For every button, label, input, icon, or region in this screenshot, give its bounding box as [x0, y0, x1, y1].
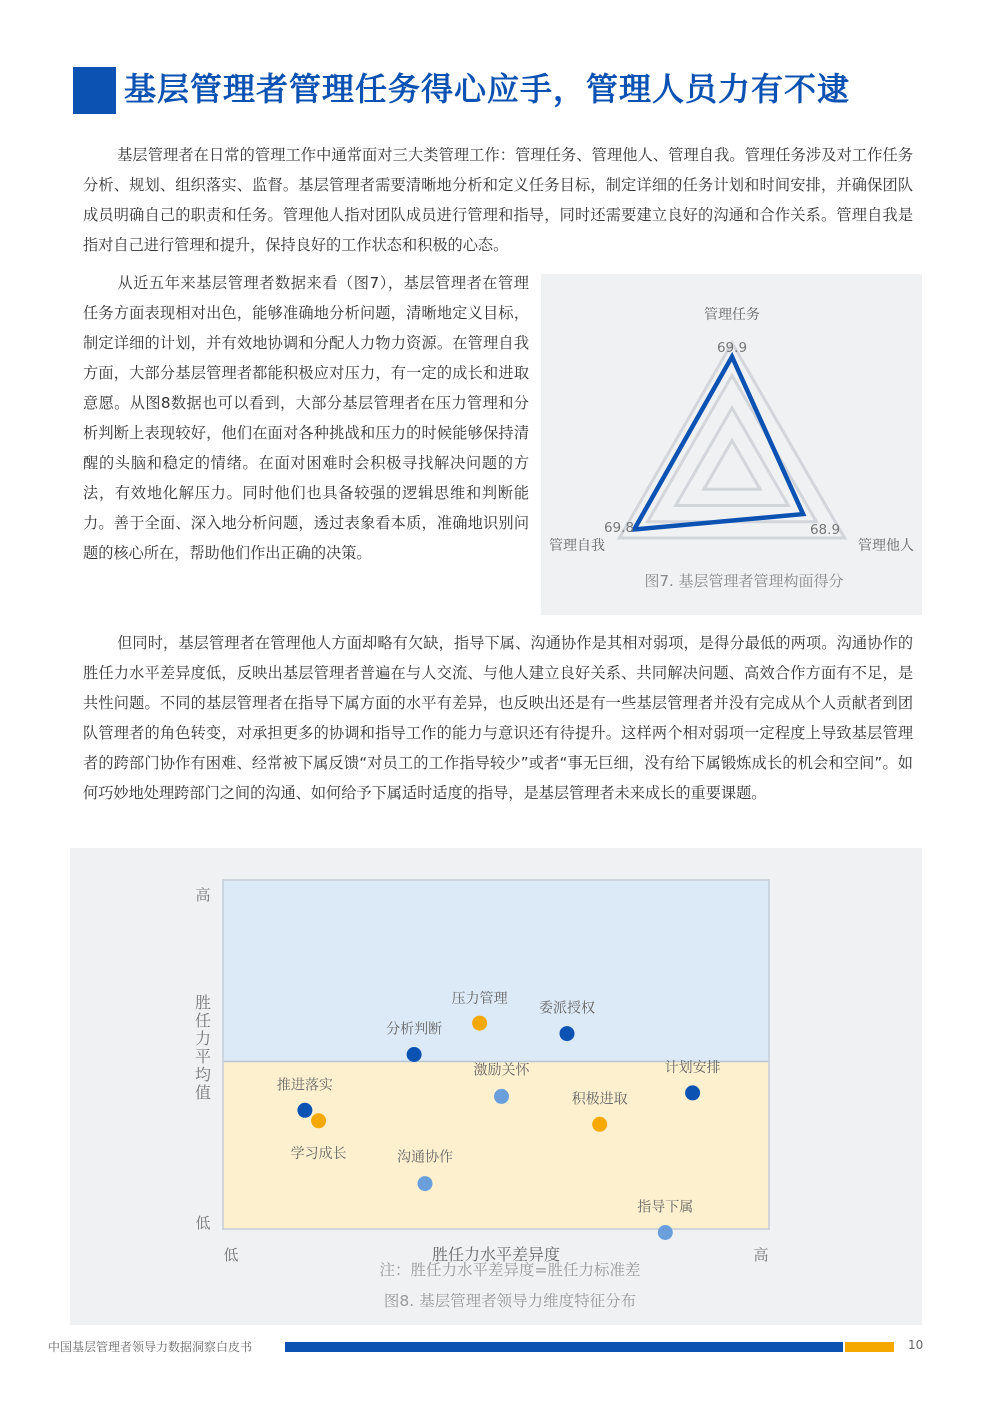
paragraph-intro-text: 基层管理者在日常的管理工作中通常面对三大类管理工作：管理任务、管理他人、管理自我。管理任务涉及对工作任务分析、规划、组织落实、监督。基层管理者需要清晰地分析和定义任务目标，制定详细的任务计划和时间安排，并确保团队成员明确自己的职责和任务。管理他人指对团队成员进行管理和指导，同时还需要建立良好的沟通和合作关系。管理自我是指对自己进行管理和提升，保持良好的工作状态和积极的心态。: [83, 146, 913, 254]
footer-title: 中国基层管理者领导力数据洞察白皮书: [48, 1340, 253, 1354]
scatter-point-label-4: 计划安排: [664, 1059, 721, 1076]
scatter-point-9: [418, 1176, 433, 1191]
radar-grid-ring-4: [704, 441, 760, 490]
scatter-chart: [70, 848, 922, 1325]
scatter-point-label-10: 指导下属: [637, 1199, 694, 1216]
scatter-point-label-1: 压力管理: [451, 991, 508, 1008]
y-high-label: 高: [195, 886, 211, 904]
x-axis-title: 胜任力水平差异度: [431, 1245, 561, 1264]
radar-axis-label-2: 管理他人: [858, 538, 914, 554]
y-axis-title: 胜任力平均值: [194, 993, 212, 1102]
scatter-point-3: [407, 1047, 422, 1062]
radar-axis-label-3: 管理自我: [549, 538, 605, 554]
scatter-point-10: [658, 1225, 673, 1240]
scatter-point-label-2: 委派授权: [539, 1000, 595, 1017]
x-high-label: 高: [753, 1246, 769, 1264]
scatter-point-label-6: 推进落实: [276, 1077, 333, 1094]
page-number: 10: [908, 1338, 924, 1352]
x-low-label: 低: [223, 1246, 239, 1264]
figure-7-caption: 图7. 基层管理者管理构面得分: [644, 572, 844, 590]
scatter-point-7: [311, 1113, 326, 1128]
paragraph-strengths-text: 从近五年来基层管理者数据来看（图7），基层管理者在管理任务方面表现相对出色，能够准确地分析问题，清晰地定义目标，制定详细的计划，并有效地协调和分配人力物力资源。在管理自我方面，大部分基层管理者都能积极应对压力，有一定的成长和进取意愿。从图8数据也可以看到，大部分基层管理者在压力管理和分析判断上表现较好，他们在面对各种挑战和压力的时候能够保持清醒的头脑和稳定的情绪。在面对困难时会积极寻找解决问题的方法，有效地化解压力。同时他们也具备较强的逻辑思维和判断能力。善于全面、深入地分析问题，透过表象看本质，准确地识别问题的核心所在，帮助他们作出正确的决策。: [83, 274, 529, 562]
radar-value-label-1: 69.9: [716, 340, 748, 356]
figure-8-scatter: [70, 848, 922, 1325]
footer-yellow-bar: [845, 1342, 894, 1352]
figure-8-caption: 图8. 基层管理者领导力维度特征分布: [383, 1292, 637, 1310]
scatter-point-6: [297, 1103, 312, 1118]
scatter-point-4: [685, 1085, 700, 1100]
figure-7-radar: [541, 274, 922, 615]
page-title: 基层管理者管理任务得心应手，管理人员力有不逮: [124, 70, 851, 108]
scatter-point-label-3: 分析判断: [386, 1021, 443, 1038]
radar-grid-ring-2: [648, 376, 817, 522]
upper-region: [223, 880, 769, 1061]
scatter-point-label-8: 积极进取: [571, 1091, 628, 1108]
paragraph-weaknesses: [83, 628, 913, 808]
scatter-point-2: [560, 1026, 575, 1041]
scatter-point-label-9: 沟通协作: [397, 1149, 453, 1166]
radar-value-label-2: 68.9: [809, 522, 841, 538]
scatter-point-5: [494, 1089, 509, 1104]
paragraph-strengths: [83, 268, 529, 568]
footer-blue-bar: [285, 1342, 843, 1352]
title-accent-bar: [73, 67, 116, 114]
scatter-point-label-5: 激励关怀: [473, 1062, 530, 1079]
scatter-point-8: [592, 1117, 607, 1132]
radar-chart: [541, 274, 922, 615]
paragraph-weaknesses-text: 但同时，基层管理者在管理他人方面却略有欠缺，指导下属、沟通协作是其相对弱项，是得分最低的两项。沟通协作的胜任力水平差异度低，反映出基层管理者普遍在与人交流、与他人建立良好关系、共同解决问题、高效合作方面有不足，是共性问题。不同的基层管理者在指导下属方面的水平有差异，也反映出还是有一些基层管理者并没有完成从个人贡献者到团队管理者的角色转变，对承担更多的协调和指导工作的能力与意识还有待提升。这样两个相对弱项一定程度上导致基层管理者的跨部门协作有困难、经常被下属反馈“对员工的工作指导较少”或者“事无巨细，没有给下属锻炼成长的机会和空间”。如何巧妙地处理跨部门之间的沟通、如何给予下属适时适度的指导，是基层管理者未来成长的重要课题。: [83, 634, 913, 802]
figure-8-note: 注：胜任力水平差异度=胜任力标准差: [379, 1261, 641, 1279]
scatter-point-label-7: 学习成长: [290, 1145, 347, 1162]
scatter-point-1: [472, 1016, 487, 1031]
y-low-label: 低: [195, 1214, 211, 1232]
paragraph-intro: [83, 140, 913, 260]
radar-value-label-3: 69.8: [603, 520, 635, 536]
radar-axis-label-1: 管理任务: [704, 307, 760, 323]
